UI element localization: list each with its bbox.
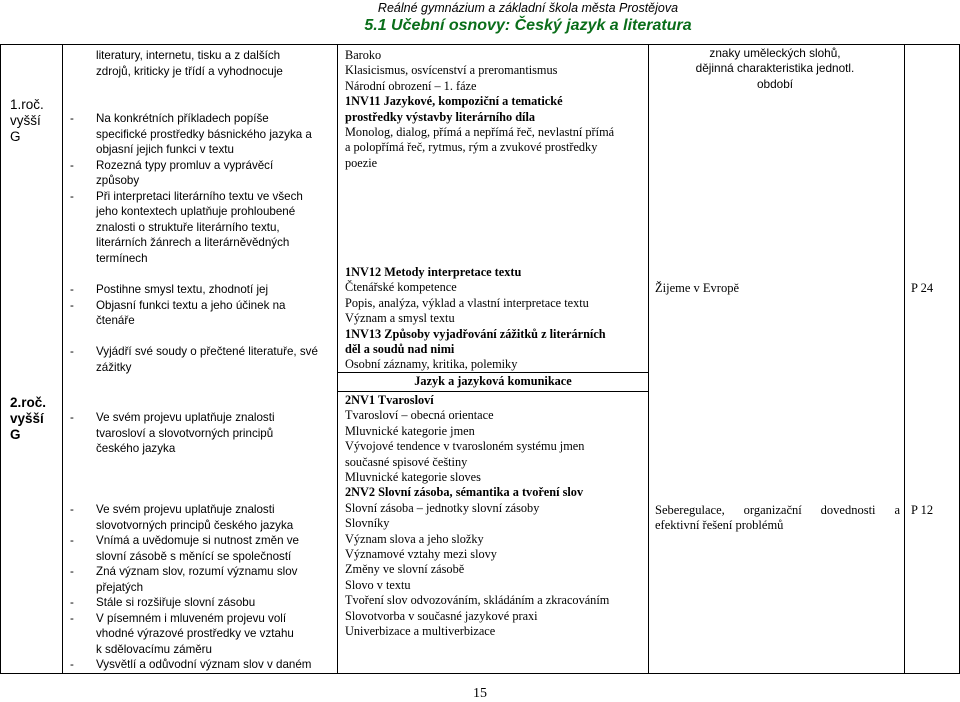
theme-evropa-ref: P 24 (911, 281, 934, 295)
theme-evropa: Žijeme v Evropě (655, 281, 739, 295)
column-divider (337, 44, 338, 673)
themes-note: znaky uměleckých slohů, dějinná charakteristika jednotl. období (695, 46, 855, 91)
objectives-group3 (70, 344, 334, 375)
objective-item: - V písemném i mluveném projevu volí vhodné výrazové prostředky ve vztahu k sdělovacímu záměru (70, 611, 294, 656)
section-heading: Jazyk a jazyková komunikace (414, 374, 572, 388)
objectives-intro: literatury, internetu, tisku a z dalších zdrojů, kriticky je třídí a vyhodnocuje (96, 49, 283, 78)
objective-item: - Stále si rozšiřuje slovní zásobu (70, 596, 256, 609)
year-label-second: 2.roč. vyšší G (10, 395, 47, 442)
objective-item: - Zná význam slov, rozumí významu slov přejatých (70, 565, 298, 594)
topic-title-2nv2: 2NV2 Slovní zásoba, sémantika a tvoření slov (345, 485, 584, 500)
page-number: 15 (473, 686, 487, 701)
objectives-group4 (70, 410, 334, 457)
objective-item: - Vyjádří své soudy o přečtené literatuře, své zážitky (70, 345, 318, 374)
column-divider (62, 44, 63, 673)
content-block3: 2NV1 Tvarosloví Tvarosloví – obecná orientace Mluvnické kategorie jmen Vývojové tendence v tvarosloném systému jmen současné spisové češtiny Mluvnické kategorie sloves 2NV2 Slovní zásoba, sémantika a tvoření slov Slovní zásoba – jednotky slovní zásoby Slovníky Význam slova a jeho složky Významové vztahy mezi slovy Změny ve slovní zásobě Slovo v textu Tvoření slov odvozováním, skládáním a zkracováním Slovotvorba v současné jazykové praxi Univerbizace a multiverbizace (345, 393, 645, 640)
theme-seberegulace-ref: P 12 (911, 503, 934, 517)
objective-item: - Na konkrétních příkladech popíše specifické prostředky básnického jazyka a objasní jejich funkci v textu (70, 112, 312, 156)
objectives-group1 (70, 111, 334, 266)
year-label-first: 1.roč. vyšší G (10, 97, 44, 144)
objective-item: - Ve svém projevu uplatňuje znalosti tvarosloví a slovotvorných principů českého jazyka (70, 411, 275, 455)
school-name: Reálné gymnázium a základní škola města Prostějova (377, 1, 679, 15)
content-block1: Baroko Klasicismus, osvícenství a preromantismus Národní obrození – 1. fáze 1NV11 Jazykové, kompoziční a tematické prostředky výstavby literárního díla Monolog, dialog, přímá a nepřímá řeč, nevlastní přímá a polopřímá řeč, rytmus, rým a zvukové prostředky poezie (345, 48, 645, 171)
column-divider (904, 44, 905, 673)
objective-item: - Ve svém projevu uplatňuje znalosti slovotvorných principů českého jazyka (70, 503, 294, 532)
page-title: 5.1 Učební osnovy: Český jazyk a literatura (364, 17, 692, 34)
objective-item: - Při interpretaci literárního textu ve všech jeho kontextech uplatňuje prohloubené znalosti o struktuře literárního textu, literárních žánrech a literárněvědných termínech (70, 189, 303, 265)
objective-item: - Vnímá a uvědomuje si nutnost změn ve slovní zásobě s měnící se společností (70, 534, 299, 563)
content-block2: 1NV12 Metody interpretace textu Čtenářské kompetence Popis, analýza, výklad a vlastní interpretace textu Význam a smysl textu 1NV13 Způsoby vyjadřování zážitků z literárních děl a soudů nad nimi Osobní záznamy, kritika, polemiky (345, 265, 645, 373)
column-divider (648, 44, 649, 673)
topic-title-2nv1: 2NV1 Tvarosloví (345, 393, 434, 407)
objectives-group2 (70, 282, 334, 329)
topic-title-1nv13: 1NV13 Způsoby vyjadřování zážitků z literárních děl a soudů nad nimi (345, 326, 606, 357)
objective-item: - Postihne smysl textu, zhodnotí jej (70, 283, 269, 296)
objectives-group5 (70, 502, 334, 673)
topic-title-1nv11: 1NV11 Jazykové, kompoziční a tematické prostředky výstavby literárního díla (345, 94, 563, 124)
topic-title-1nv12: 1NV12 Metody interpretace textu (345, 265, 522, 279)
objective-item: - Objasní funkci textu a jeho účinek na čtenáře (70, 298, 286, 327)
section-divider (337, 391, 648, 392)
objective-item: - Rozezná typy promluv a vyprávěcí způsoby (70, 158, 274, 187)
theme-seberegulace: Seberegulace, organizační dovednosti a efektivní řešení problémů (655, 503, 900, 533)
objective-item: - Vysvětlí a odůvodní význam slov v daném (70, 658, 312, 671)
